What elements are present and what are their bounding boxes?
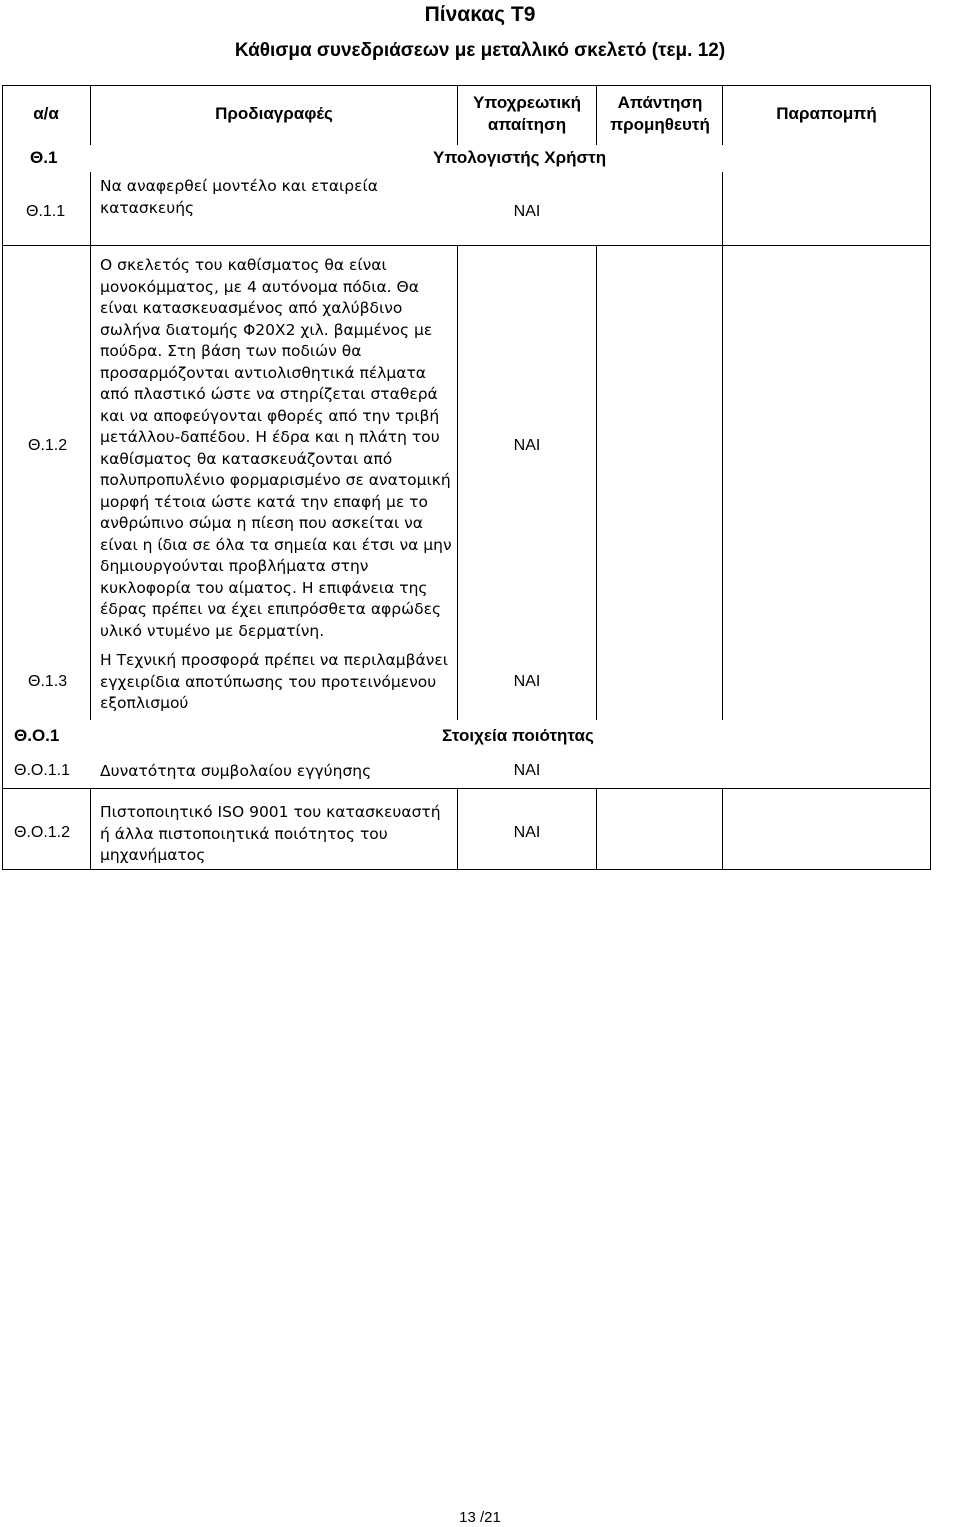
section-code: Θ.1	[30, 148, 58, 167]
row-code: Θ.Ο.1.1	[14, 762, 71, 779]
row-required: ΝΑΙ	[513, 673, 541, 690]
section-title: Υπολογιστής Χρήστη	[433, 148, 607, 167]
row-required: ΝΑΙ	[513, 203, 541, 220]
row-spec: Δυνατότητα συμβολαίου εγγύησης	[100, 762, 372, 780]
section-code: Θ.Ο.1	[14, 726, 60, 745]
row-required: ΝΑΙ	[513, 824, 541, 841]
page-title: Πίνακας Τ9	[424, 3, 536, 26]
row-code: Θ.Ο.1.2	[14, 824, 71, 841]
row-code: Θ.1.2	[28, 437, 68, 454]
row-spec: Ο σκελετός του καθίσματος θα είναι μονοκόμματος, με 4 αυτόνομα πόδια. Θα είναι κατασκευασμένος από χαλύβδινο σωλήνα διατομής Φ20Χ2 χιλ. βαμμένος με πούδρα. Στη βάση των ποδιών θα προσαρμόζονται αντιολισθητικά πέλματα από πλαστικό ώστε να στηρίζεται σταθερά και να αποφεύγονται φθορές από την τριβή μετάλλου-δαπέδου. Η έδρα και η πλάτη του καθίσματος θα κατασκευάζονται από πολυπροπυλένιο φορμαρισμένο σε ανατομική μορφή τέτοια ώστε κατά την επαφή με το ανθρώπινο σώμα η πίεση που ασκείται να είναι η ίδια σε όλα τα σημεία και έτσι να μην δημιουργούνται προβλήματα στην κυκλοφορία του αίματος. Η επιφάνεια της έδρας πρέπει να έχει επιπρόσθετα αφρώδες υλικό ντυμένο με δερματίνη.	[100, 256, 452, 640]
row-required: ΝΑΙ	[513, 762, 541, 779]
page-number: 13 /21	[459, 1509, 501, 1526]
row-spec: Η Τεχνική προσφορά πρέπει να περιλαμβάνει εγχειρίδια αποτύπωσης του προτεινόμενου εξοπλισμού	[100, 651, 449, 712]
row-code: Θ.1.3	[28, 673, 68, 690]
header-aa: α/α	[33, 104, 59, 123]
header-required: Υποχρεωτική απαίτηση	[472, 93, 582, 134]
row-spec: Να αναφερθεί μοντέλο και εταιρεία κατασκευής	[100, 177, 378, 217]
header-answer: Απάντηση προμηθευτή	[610, 93, 710, 134]
header-spec: Προδιαγραφές	[215, 104, 333, 123]
page-subtitle: Κάθισμα συνεδριάσεων με μεταλλικό σκελετό (τεμ. 12)	[234, 40, 726, 61]
row-required: ΝΑΙ	[513, 437, 541, 454]
header-reference: Παραπομπή	[776, 104, 877, 123]
section-title: Στοιχεία ποιότητας	[442, 726, 594, 745]
row-code: Θ.1.1	[26, 203, 66, 220]
row-spec: Πιστοποιητικό ISO 9001 του κατασκευαστή ή άλλα πιστοποιητικά ποιότητος του μηχανήματος	[100, 803, 441, 864]
